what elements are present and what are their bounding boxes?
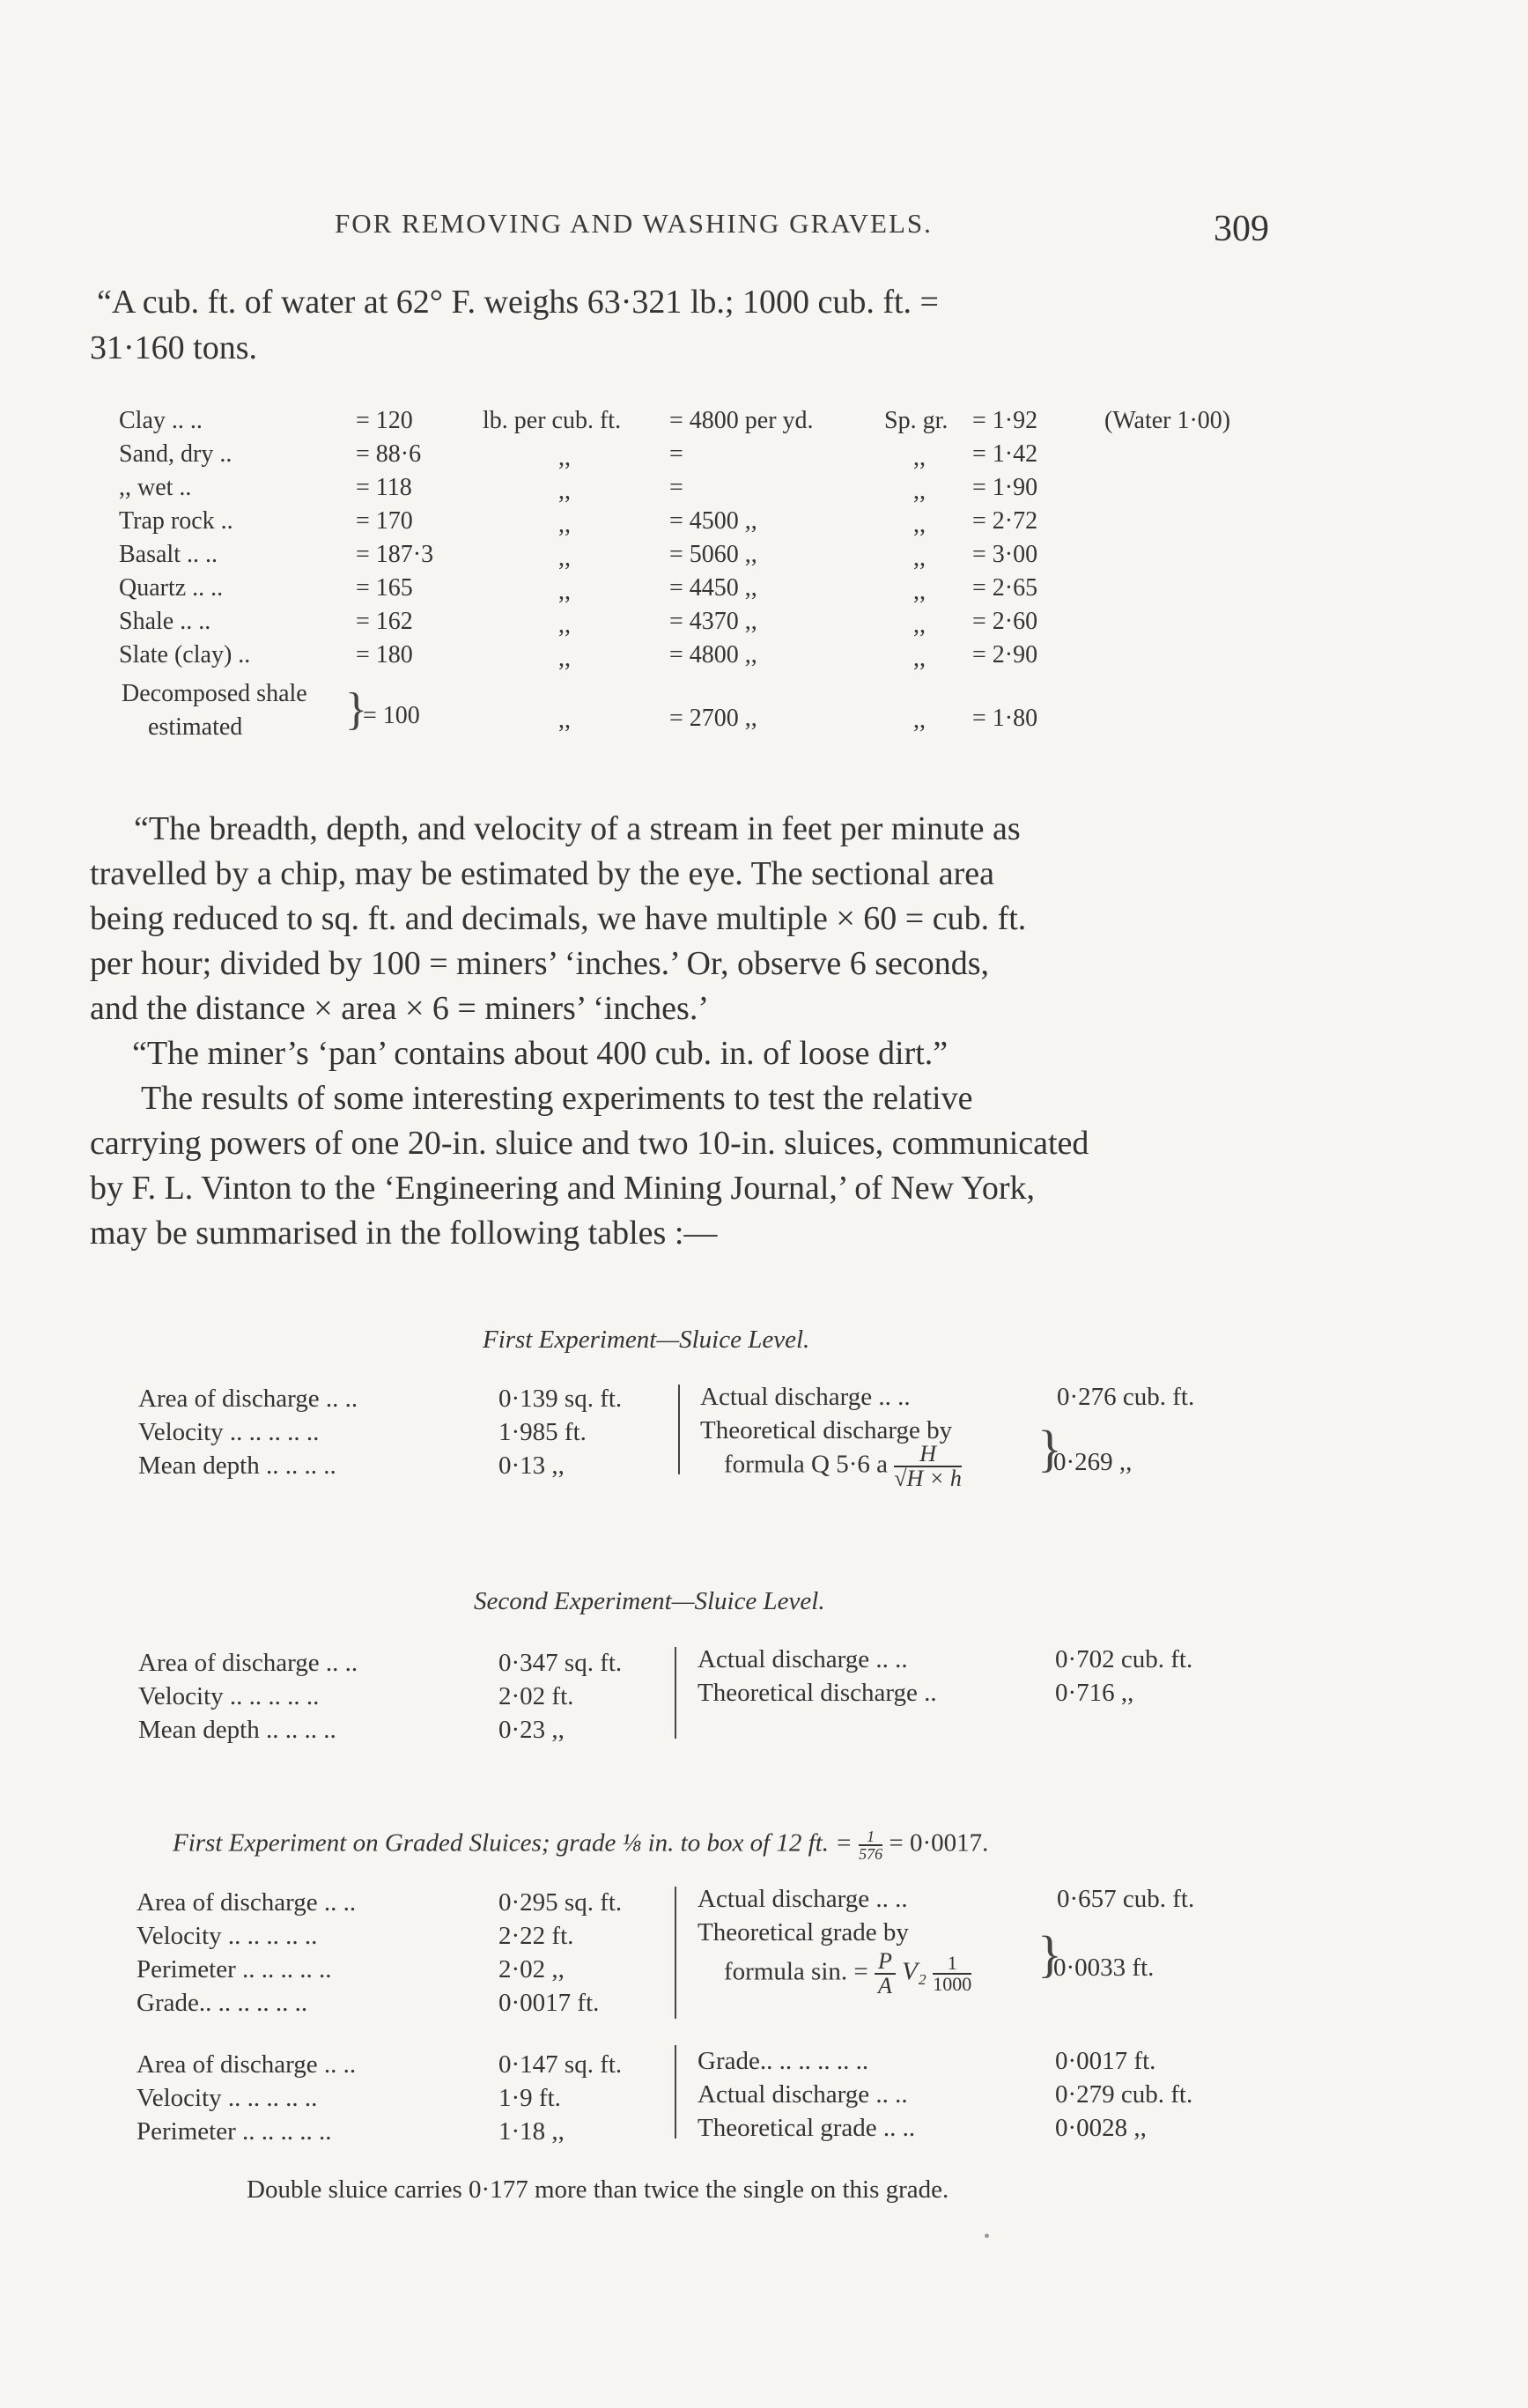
graded-caption-tail: = 0·0017. xyxy=(889,1828,989,1858)
weight-row-lb: = 88·6 xyxy=(356,440,422,468)
graded-row-label: Grade.. .. .. .. .. .. xyxy=(137,1989,308,2017)
graded-row-value: 2·22 ft. xyxy=(498,1922,574,1950)
weight-row-lb: = 162 xyxy=(356,608,413,635)
weight-row-gr: = 1·90 xyxy=(972,474,1038,501)
weight-row-unit: lb. per cub. ft. xyxy=(483,407,622,434)
second-right-row-value: 0·0017 ft. xyxy=(1055,2047,1156,2075)
exp1-row-value: 0·139 sq. ft. xyxy=(498,1385,623,1413)
second-row-value: 1·18 ,, xyxy=(498,2117,565,2146)
exp1-row-label: Mean depth .. .. .. .. xyxy=(138,1451,336,1480)
graded-fraction-2-den: 1000 xyxy=(933,1973,972,1995)
exp1-row-value: 1·985 ft. xyxy=(498,1418,587,1446)
paragraph-line: carrying powers of one 20-in. sluice and two 10-in. sluices, communicated xyxy=(90,1125,1089,1162)
exp1-formula-prefix: formula Q 5·6 a xyxy=(724,1450,889,1479)
weight-row-gr: = 2·65 xyxy=(972,574,1038,602)
weight-row-lb: = 120 xyxy=(356,407,413,434)
graded-actual-label: Actual discharge .. .. xyxy=(698,1885,908,1913)
brace-icon: } xyxy=(1037,1925,1062,1983)
weight-row-lb: = 118 xyxy=(356,474,412,501)
weight-row-per-yd: = 4800 ,, xyxy=(669,641,757,668)
weight-row-material: Trap rock .. xyxy=(119,507,233,535)
weight-row-gr: = 1·80 xyxy=(972,705,1038,732)
exp1-row-label: Area of discharge .. .. xyxy=(138,1385,358,1413)
exp2-row-label: Area of discharge .. .. xyxy=(138,1649,358,1677)
weight-row-per-yd: = 2700 ,, xyxy=(669,705,757,732)
weight-row-gr: = 1·92 xyxy=(972,407,1038,434)
exp1-divider xyxy=(678,1385,680,1474)
graded-formula-prefix: formula sin. = xyxy=(724,1957,868,1986)
weight-row-lb: = 170 xyxy=(356,507,413,535)
exp2-right-row-label: Theoretical discharge .. xyxy=(698,1679,937,1707)
weight-row-gr: = 2·60 xyxy=(972,608,1038,635)
weight-row-gr: = 3·00 xyxy=(972,541,1038,568)
weight-row-lb: = 187·3 xyxy=(356,541,434,568)
paragraph-line: by F. L. Vinton to the ‘Engineering and Mining Journal,’ of New York, xyxy=(90,1170,1035,1207)
paragraph-line: may be summarised in the following tables :— xyxy=(90,1215,718,1252)
exp1-fraction xyxy=(894,1443,962,1490)
exp2-divider xyxy=(675,1647,676,1739)
exp1-theor-label: Theoretical discharge by xyxy=(700,1416,953,1444)
weight-row-per-yd: = xyxy=(669,440,683,468)
weight-row-material: Sand, dry .. xyxy=(119,440,233,468)
weight-row-unit: ,, xyxy=(558,444,571,471)
paragraph-line: and the distance × area × 6 = miners’ ‘inches.’ xyxy=(90,990,709,1027)
weight-row-sp: Sp. gr. xyxy=(884,407,949,434)
paragraph-line: “The breadth, depth, and velocity of a stream in feet per minute as xyxy=(134,810,1021,847)
weight-row-per-yd: = 4500 ,, xyxy=(669,507,757,535)
weight-row-per-yd: = xyxy=(669,474,683,501)
exp1-formula xyxy=(724,1443,962,1490)
weight-row-sp: ,, xyxy=(913,645,926,672)
second-right-row-label: Actual discharge .. .. xyxy=(698,2080,908,2109)
weight-row-material: Clay .. .. xyxy=(119,407,203,434)
weight-row-material: Quartz .. .. xyxy=(119,574,224,602)
weight-row-material: Decomposed shale xyxy=(122,680,307,707)
second-row-label: Velocity .. .. .. .. .. xyxy=(137,2084,318,2112)
graded-divider xyxy=(675,1887,676,2019)
exp2-row-label: Velocity .. .. .. .. .. xyxy=(138,1682,320,1710)
paragraph-line: per hour; divided by 100 = miners’ ‘inches.’ Or, observe 6 seconds, xyxy=(90,945,990,982)
intro-line-1: “A cub. ft. of water at 62° F. weighs 63·321 lb.; 1000 cub. ft. = xyxy=(97,284,939,321)
weight-row-per-yd: = 4370 ,, xyxy=(669,608,757,635)
weight-row-material: Shale .. .. xyxy=(119,608,211,635)
weight-row-unit: ,, xyxy=(558,511,571,538)
graded-actual-value: 0·657 cub. ft. xyxy=(1057,1885,1195,1913)
graded-fraction-num: 1 xyxy=(859,1828,882,1846)
graded-row-label: Perimeter .. .. .. .. .. xyxy=(137,1955,332,1983)
paragraph-line: being reduced to sq. ft. and decimals, we have multiple × 60 = cub. ft. xyxy=(90,900,1027,937)
weight-row-gr: = 1·42 xyxy=(972,440,1038,468)
weight-row-sp: ,, xyxy=(913,444,926,471)
weight-row-per-yd: = 4450 ,, xyxy=(669,574,757,602)
weight-row-material: ,, wet .. xyxy=(119,474,192,501)
exp1-actual-value: 0·276 cub. ft. xyxy=(1057,1383,1195,1411)
second-row-value: 0·147 sq. ft. xyxy=(498,2050,623,2079)
weight-row-sp: ,, xyxy=(913,611,926,639)
paragraph-line: “The miner’s ‘pan’ contains about 400 cub. in. of loose dirt.” xyxy=(132,1035,949,1072)
graded-caption xyxy=(173,1828,988,1862)
paragraph-line: travelled by a chip, may be estimated by the eye. The sectional area xyxy=(90,855,994,892)
exp2-row-value: 0·23 ,, xyxy=(498,1716,565,1744)
exp1-actual-label: Actual discharge .. .. xyxy=(700,1383,911,1411)
weight-row-per-yd: = 5060 ,, xyxy=(669,541,757,568)
weight-row-material: Slate (clay) .. xyxy=(119,641,251,668)
second-right-row-label: Theoretical grade .. .. xyxy=(698,2114,916,2142)
exp2-row-label: Mean depth .. .. .. .. xyxy=(138,1716,336,1744)
graded-formula-mid: V₂ xyxy=(902,1957,926,1986)
weight-row-sp: ,, xyxy=(913,706,926,734)
second-row-label: Area of discharge .. .. xyxy=(137,2050,357,2079)
weight-row-unit: ,, xyxy=(558,645,571,672)
weight-row-sp: ,, xyxy=(913,544,926,572)
graded-row-label: Area of discharge .. .. xyxy=(137,1888,357,1917)
second-row-value: 1·9 ft. xyxy=(498,2084,561,2112)
weight-row-note: (Water 1·00) xyxy=(1104,407,1231,434)
running-header: FOR REMOVING AND WASHING GRAVELS. xyxy=(335,208,933,239)
weight-row-lb: = 100 xyxy=(363,702,420,729)
graded-fraction-2 xyxy=(933,1954,971,1994)
second-right-row-value: 0·0028 ,, xyxy=(1055,2114,1147,2142)
graded-row-value: 0·0017 ft. xyxy=(498,1989,600,2017)
weight-row-lb: = 180 xyxy=(356,641,413,668)
exp2-caption: Second Experiment—Sluice Level. xyxy=(474,1587,825,1615)
graded-fraction-2-num: 1 xyxy=(933,1954,971,1975)
second-divider xyxy=(675,2045,676,2138)
weight-row-material: Basalt .. .. xyxy=(119,541,218,568)
graded-caption-text: First Experiment on Graded Sluices; grade ⅛ in. to box of 12 ft. = xyxy=(173,1828,860,1858)
graded-caption-fraction xyxy=(859,1828,882,1862)
graded-row-value: 2·02 ,, xyxy=(498,1955,565,1983)
weight-row-sp: ,, xyxy=(913,578,926,605)
intro-line-2: 31·160 tons. xyxy=(90,329,257,366)
exp1-theor-value: 0·269 ,, xyxy=(1053,1448,1133,1476)
exp1-row-value: 0·13 ,, xyxy=(498,1451,565,1480)
graded-theor-label: Theoretical grade by xyxy=(698,1918,909,1946)
weight-row-unit: ,, xyxy=(558,477,571,505)
brace-icon: } xyxy=(345,684,367,735)
exp1-caption: First Experiment—Sluice Level. xyxy=(483,1326,810,1354)
exp2-row-value: 0·347 sq. ft. xyxy=(498,1649,623,1677)
weight-row-lb: = 165 xyxy=(356,574,413,602)
weight-row-sp: ,, xyxy=(913,511,926,538)
graded-row-label: Velocity .. .. .. .. .. xyxy=(137,1922,318,1950)
exp1-row-label: Velocity .. .. .. .. .. xyxy=(138,1418,320,1446)
weight-row-unit: ,, xyxy=(558,544,571,572)
graded-formula xyxy=(724,1950,971,1998)
brace-icon: } xyxy=(1037,1420,1062,1477)
second-right-row-label: Grade.. .. .. .. .. .. xyxy=(698,2047,869,2075)
graded-fraction-1-den: A xyxy=(878,1973,892,1998)
graded-fraction-1 xyxy=(875,1950,896,1998)
second-right-row-value: 0·279 cub. ft. xyxy=(1055,2080,1193,2109)
graded-fraction-1-num: P xyxy=(875,1950,896,1975)
second-row-label: Perimeter .. .. .. .. .. xyxy=(137,2117,332,2146)
speck xyxy=(985,2234,989,2238)
weight-row-unit: ,, xyxy=(558,611,571,639)
weight-row-gr: = 2·72 xyxy=(972,507,1038,535)
exp2-right-row-value: 0·716 ,, xyxy=(1055,1679,1134,1707)
weight-row-material: estimated xyxy=(148,713,243,741)
exp1-fraction-num: H xyxy=(894,1443,962,1467)
exp1-fraction-den: √H × h xyxy=(894,1466,962,1491)
graded-row-value: 0·295 sq. ft. xyxy=(498,1888,623,1917)
weight-row-sp: ,, xyxy=(913,477,926,505)
exp2-right-row-value: 0·702 cub. ft. xyxy=(1055,1645,1193,1673)
graded-fraction-den: 576 xyxy=(859,1845,883,1863)
page-number: 309 xyxy=(1214,209,1269,249)
graded-theor-value: 0·0033 ft. xyxy=(1053,1954,1155,1982)
weight-row-gr: = 2·90 xyxy=(972,641,1038,668)
weight-row-unit: ,, xyxy=(558,706,571,734)
exp2-right-row-label: Actual discharge .. .. xyxy=(698,1645,908,1673)
weight-row-per-yd: = 4800 per yd. xyxy=(669,407,814,434)
exp2-row-value: 2·02 ft. xyxy=(498,1682,574,1710)
weight-row-unit: ,, xyxy=(558,578,571,605)
footer-note: Double sluice carries 0·177 more than twice the single on this grade. xyxy=(247,2175,949,2204)
paragraph-line: The results of some interesting experiments to test the relative xyxy=(141,1080,973,1117)
